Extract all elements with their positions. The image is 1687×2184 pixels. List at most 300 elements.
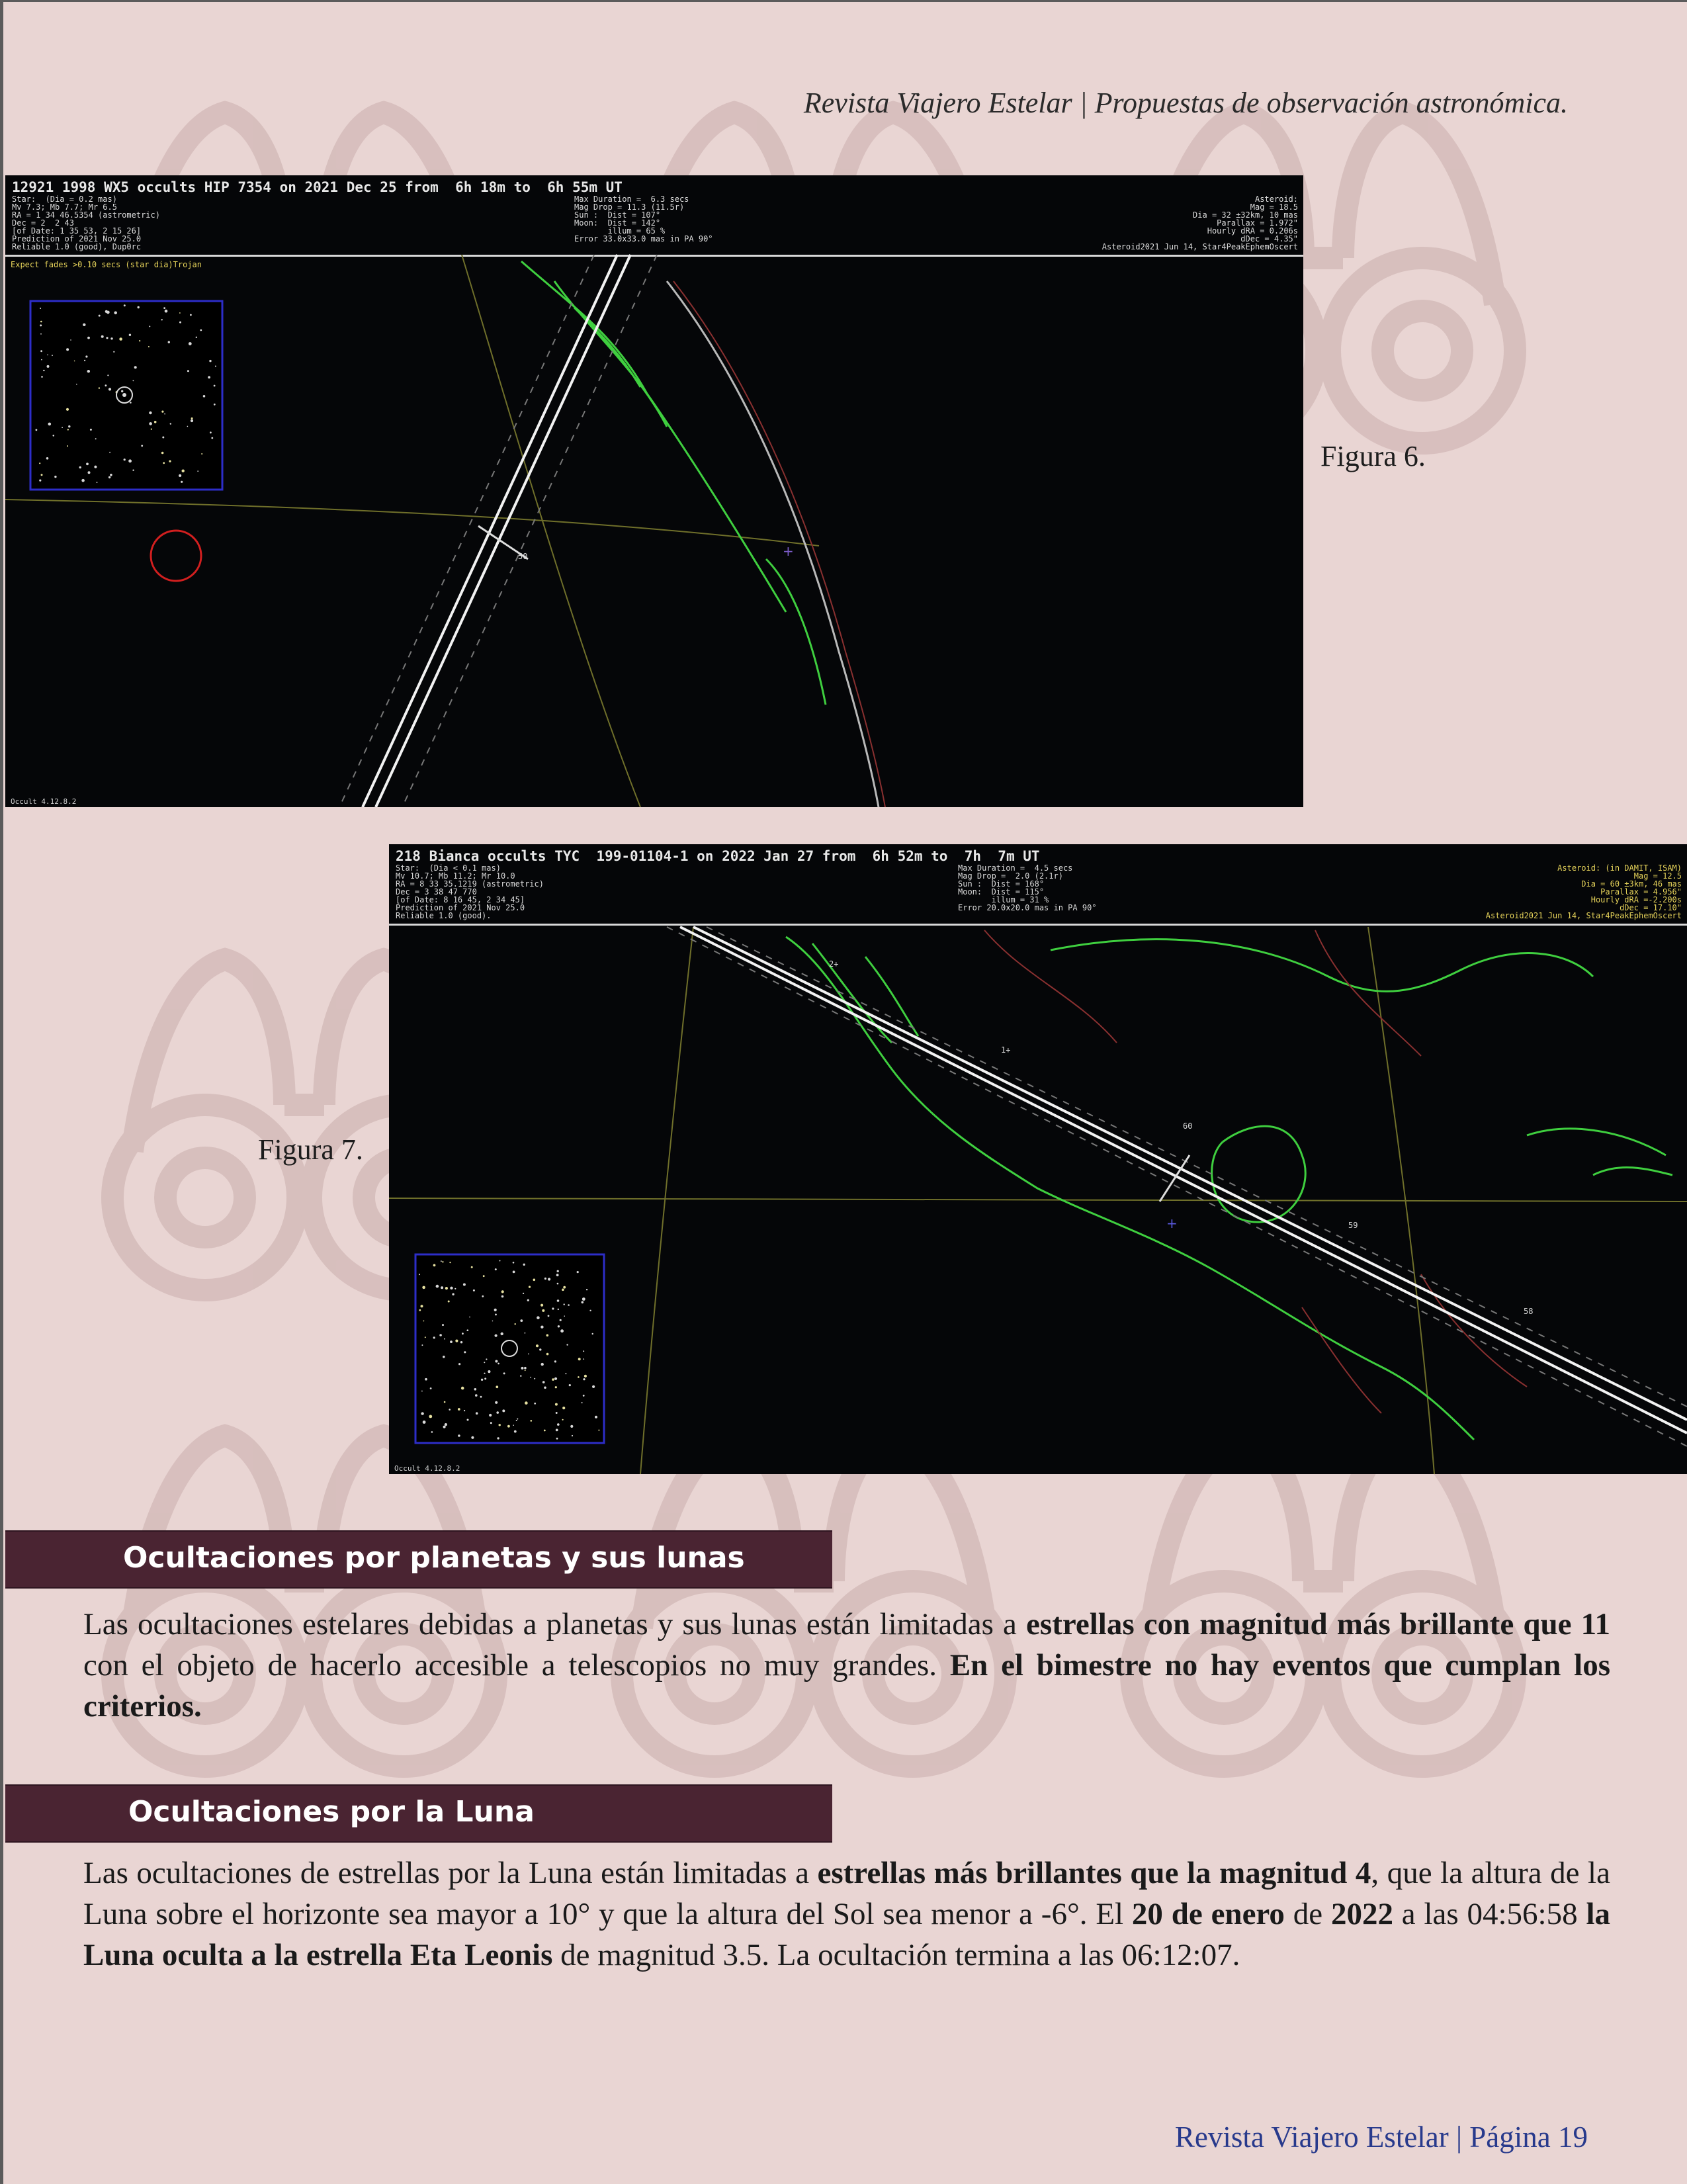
inset-star-dot (458, 1363, 460, 1365)
inset-star-dot (54, 476, 56, 478)
inset-star-dot (525, 1401, 528, 1405)
bold-text-run: estrellas más brillantes que la magnitud 4 (817, 1856, 1371, 1890)
figure-6-map (5, 175, 1303, 807)
inset-star-dot (181, 481, 183, 483)
inset-star-dot (475, 1394, 478, 1397)
inset-star-dot (583, 1378, 585, 1380)
inset-star-dot (582, 1301, 584, 1304)
inset-star-dot (48, 423, 52, 426)
inset-star-dot (513, 1271, 515, 1274)
inset-star-dot (496, 1385, 498, 1388)
inset-star-dot (429, 1415, 432, 1419)
inset-star-dot (419, 1309, 421, 1311)
inset-star-dot (556, 1412, 558, 1414)
inset-star-dot (110, 474, 112, 476)
inset-star-dot (533, 1279, 536, 1282)
bold-text-run: la Luna oculta a la estrella Eta Leonis (83, 1897, 1610, 1972)
section-heading: Ocultaciones por la Luna (128, 1795, 535, 1829)
inset-star-dot (583, 1395, 585, 1397)
inset-star-dot (149, 422, 152, 425)
inset-star-dot (566, 1344, 568, 1345)
inset-star-dot (66, 348, 69, 351)
inset-star-dot (148, 346, 150, 347)
inset-star-dot (495, 1314, 497, 1316)
inset-star-dot (565, 1373, 566, 1374)
section-heading: Ocultaciones por planetas y sus lunas (123, 1541, 745, 1575)
inset-star-dot (541, 1304, 543, 1307)
inset-star-dot (423, 1420, 426, 1424)
inset-star-dot (52, 355, 53, 356)
inset-star-dot (489, 1414, 492, 1417)
inset-star-dot (445, 1287, 448, 1289)
inset-star-dot (149, 412, 151, 414)
inset-star-dot (552, 1307, 554, 1309)
inset-star-dot (562, 1407, 565, 1409)
figure-7-event-info: Max Duration = 4.5 secs Mag Drop = 2.0 (2.1r) Sun : Dist = 168° Moon: Dist = 115° illum = 31 % Error 20.0x20.0 mas in PA 90° (958, 863, 1097, 912)
inset-star-dot (47, 365, 50, 368)
inset-star-dot (537, 1316, 540, 1319)
inset-star-dot (128, 459, 132, 462)
inset-star-dot (43, 370, 44, 371)
inset-star-dot (99, 315, 101, 317)
inset-star-dot (458, 1434, 460, 1437)
figure-7-caption: Figura 7. (258, 1133, 363, 1166)
inset-star-dot (94, 466, 97, 468)
inset-star-dot (589, 1310, 591, 1311)
inset-star-dot (527, 1299, 529, 1301)
inset-star-dot (68, 425, 70, 427)
inset-star-dot (562, 1289, 564, 1291)
inset-star-dot (129, 334, 131, 336)
inset-star-dot (484, 1373, 485, 1374)
inset-star-dot (595, 1416, 597, 1419)
figure-7-asteroid-info: Asteroid: (in DAMIT, ISAM) Mag = 12.5 Dia = 60 ±3km, 46 mas Parallax = 4.956" Hourly dRA =-2.200s dDec = 17.10" Asteroid2021 Jun 14, Star4PeakEphemOscert (1485, 863, 1682, 920)
page-top-border (0, 0, 1687, 2)
inset-star-dot (40, 321, 42, 323)
inset-star-dot (164, 414, 165, 415)
inset-star-dot (524, 1367, 527, 1370)
inset-star-dot (556, 1438, 558, 1440)
inset-star-dot (534, 1378, 535, 1379)
inset-star-dot (436, 1285, 439, 1288)
inset-star-dot (151, 429, 152, 430)
inset-star-dot (554, 1360, 556, 1362)
inset-star-dot (442, 1261, 443, 1262)
inset-star-dot (208, 376, 210, 378)
inset-star-dot (484, 1377, 486, 1379)
section-heading-bar (5, 1530, 832, 1589)
inset-star-dot (168, 341, 170, 343)
inset-star-dot (87, 370, 90, 372)
inset-star-dot (480, 1396, 482, 1398)
inset-star-dot (88, 471, 91, 474)
inset-star-dot (542, 1381, 545, 1383)
inset-star-dot (583, 1350, 584, 1352)
inset-star-dot (592, 1333, 593, 1334)
inset-star-dot (520, 1376, 521, 1377)
inset-star-dot (584, 1375, 587, 1377)
figure-6-occultation-map (5, 175, 1303, 807)
figure-6-version: Occult 4.12.8.2 (11, 797, 77, 806)
inset-star-dot (444, 1401, 446, 1403)
inset-star-dot (529, 1286, 531, 1288)
inset-star-dot (555, 1403, 558, 1406)
inset-star-dot (544, 1430, 546, 1432)
inset-star-dot (490, 1422, 492, 1424)
figure-7-version: Occult 4.12.8.2 (394, 1464, 460, 1473)
inset-star-dot (101, 335, 104, 338)
inset-star-dot (570, 1425, 573, 1428)
running-header: Revista Viajero Estelar | Propuestas de observación astronómica. (803, 87, 1568, 119)
inset-star-dot (555, 1386, 557, 1388)
inset-star-dot (548, 1315, 550, 1317)
inset-star-dot (520, 1319, 523, 1322)
inset-star-dot (486, 1358, 487, 1360)
figure-6-warning: Expect fades >0.10 secs (star dia)Trojan (11, 260, 202, 269)
inset-star-dot (214, 404, 216, 406)
inset-star-dot (46, 457, 49, 460)
inset-star-dot (189, 342, 192, 345)
section-heading-bar (5, 1784, 832, 1843)
inset-star-dot (187, 426, 189, 427)
inset-star-dot (492, 1321, 494, 1322)
inset-star-dot (503, 1372, 505, 1374)
inset-star-dot (513, 1262, 515, 1264)
inset-star-dot (452, 1293, 454, 1295)
inset-star-dot (463, 1284, 466, 1286)
section-1-paragraph (83, 1604, 1610, 1727)
inset-star-dot (528, 1354, 529, 1355)
inset-star-dot (425, 1336, 426, 1338)
inset-star-dot (556, 1429, 558, 1432)
inset-star-dot (70, 339, 71, 341)
text-run: de magnitud 3.5. La ocultación termina a las 06:12:07. (552, 1938, 1240, 1972)
inset-star-dot (542, 1309, 544, 1312)
inset-star-dot (62, 427, 63, 428)
inset-star-dot (441, 1286, 443, 1289)
inset-star-dot (449, 1262, 451, 1263)
inset-star-dot (450, 1340, 453, 1343)
inset-star-dot (557, 1423, 560, 1426)
inset-star-dot (497, 1363, 499, 1365)
inset-star-dot (95, 438, 97, 439)
figure-7-path-label: 58 (1524, 1307, 1534, 1316)
bold-text-run: En el bimestre no hay eventos que cumplan los criterios. (83, 1648, 1610, 1724)
inset-star-dot (196, 337, 197, 338)
figure-7-path-label: 1+ (1001, 1045, 1011, 1055)
inset-star-dot (421, 1344, 423, 1346)
inset-star-dot (513, 1424, 514, 1426)
inset-star-dot (430, 1387, 432, 1389)
inset-star-dot (562, 1419, 564, 1420)
page-footer: Revista Viajero Estelar | Página 19 (1174, 2120, 1588, 2154)
svg-text:+: + (783, 543, 794, 559)
inset-star-dot (534, 1403, 536, 1405)
inset-star-dot (546, 1334, 549, 1337)
inset-star-dot (467, 1329, 469, 1331)
inset-star-dot (163, 307, 165, 309)
inset-star-dot (119, 337, 122, 341)
figure-6-star-info: Star: (Dia = 0.2 mas) Mv 7.3; Mb 7.7; Mr 6.5 RA = 1 34 46.5354 (astrometric) Dec = 2 2 43 [of Date: 1 35 53, 2 15 26] Prediction of 2021 Nov 25.0 Reliable 1.0 (good), Dup0rc (12, 195, 160, 251)
inset-star-dot (209, 360, 211, 362)
inset-star-dot (552, 1378, 554, 1381)
inset-star-dot (560, 1319, 562, 1321)
inset-star-dot (502, 1409, 505, 1412)
inset-star-dot (554, 1377, 557, 1380)
inset-star-dot (483, 1275, 485, 1277)
inset-star-dot (114, 312, 117, 315)
inset-star-dot (170, 423, 171, 424)
inset-star-dot (523, 1293, 524, 1294)
inset-star-dot (421, 1391, 423, 1392)
inset-star-dot (495, 1360, 497, 1363)
inset-star-dot (560, 1329, 564, 1332)
inset-star-dot (516, 1420, 517, 1421)
inset-star-dot (467, 1419, 469, 1421)
inset-star-dot (557, 1270, 559, 1272)
page-left-border (0, 0, 3, 2184)
inset-star-dot (515, 1323, 516, 1325)
inset-star-dot (161, 319, 163, 320)
inset-star-dot (582, 1297, 585, 1301)
inset-star-dot (41, 359, 42, 361)
inset-star-dot (124, 304, 126, 306)
figure-6-title: 12921 1998 WX5 occults HIP 7354 on 2021 Dec 25 from 6h 18m to 6h 55m UT (12, 179, 623, 195)
inset-star-dot (187, 370, 189, 372)
inset-star-dot (179, 322, 181, 324)
inset-star-dot (557, 1299, 560, 1302)
inset-star-dot (582, 1402, 583, 1403)
inset-star-dot (556, 1274, 559, 1276)
inset-star-dot (521, 1367, 524, 1370)
inset-star-dot (84, 360, 85, 361)
inset-star-dot (106, 337, 108, 339)
inset-star-dot (105, 384, 107, 386)
inset-star-dot (87, 337, 90, 339)
inset-star-dot (577, 1271, 579, 1273)
inset-star-dot (473, 1289, 475, 1291)
inset-star-dot (564, 1315, 565, 1317)
inset-star-dot (39, 480, 41, 482)
inset-star-dot (578, 1376, 580, 1378)
inset-star-dot (110, 337, 112, 339)
inset-star-dot (121, 390, 123, 392)
inset-star-dot (41, 376, 43, 378)
inset-star-dot (79, 466, 81, 468)
inset-star-dot (514, 1430, 517, 1433)
inset-star-dot (53, 435, 55, 437)
inset-star-dot (138, 306, 140, 308)
inset-star-dot (191, 417, 193, 419)
inset-star-dot (421, 1412, 423, 1415)
inset-star-dot (191, 419, 193, 422)
inset-star-dot (182, 470, 185, 472)
text-run: Las ocultaciones estelares debidas a planetas y sus lunas están limitadas a (83, 1607, 1027, 1641)
inset-star-dot (66, 408, 69, 411)
inset-star-dot (474, 1388, 477, 1391)
inset-star-dot (85, 355, 87, 357)
inset-star-dot (445, 1423, 447, 1426)
inset-star-dot (97, 482, 98, 483)
inset-star-dot (449, 1409, 451, 1411)
inset-star-dot (476, 1412, 478, 1415)
inset-star-dot (190, 314, 192, 316)
bold-text-run: estrellas con magnitud más brillante que 11 (1026, 1607, 1610, 1641)
inset-star-dot (214, 385, 216, 387)
figure-6-asteroid-info: Asteroid: Mag = 18.5 Dia = 32 ±32km, 10 mas Parallax = 1.972" Hourly dRA = 0.206s dDec = 4.35" Asteroid2021 Jun 14, Star4PeakEphemOscert (1102, 195, 1298, 251)
inset-star-dot (578, 1358, 581, 1360)
bold-text-run: 2022 (1330, 1897, 1393, 1931)
inset-star-dot (162, 437, 164, 439)
inset-star-dot (139, 340, 140, 341)
inset-star-dot (469, 1317, 470, 1318)
inset-star-dot (450, 1287, 453, 1289)
inset-star-dot (482, 1295, 484, 1297)
inset-star-dot (124, 459, 126, 460)
inset-star-dot (539, 1348, 541, 1350)
inset-star-dot (536, 1344, 539, 1347)
inset-star-dot (592, 1385, 595, 1388)
inset-star-dot (558, 1325, 560, 1327)
inset-star-dot (569, 1384, 571, 1386)
inset-star-dot (517, 1419, 518, 1420)
figure-7-title: 218 Bianca occults TYC 199-01104-1 on 2022 Jan 27 from 6h 52m to 7h 7m UT (396, 848, 1040, 864)
inset-star-dot (200, 329, 202, 331)
inset-star-dot (86, 462, 89, 465)
inset-star-dot (572, 1435, 573, 1436)
inset-star-dot (133, 380, 134, 382)
inset-star-dot (525, 1370, 526, 1371)
inset-star-dot (197, 470, 198, 472)
inset-star-dot (36, 429, 38, 431)
inset-star-dot (419, 1274, 420, 1275)
figure-7-star-info: Star: (Dia < 0.1 mas) Mv 10.7; Mb 11.2; Mr 10.0 RA = 8 33 35.1219 (astrometric) Dec = 3 38 47 770 [of Date: 8 16 45, 2 34 45] Prediction of 2021 Nov 25.0 Reliable 1.0 (good). (396, 863, 544, 920)
figure-6-path-label: 50 (518, 552, 528, 561)
figure-7-occultation-map (389, 844, 1687, 1474)
text-run: , que la altura de la Luna sobre el horizonte sea mayor a 10° y que la altura del Sol sea menor a -6°. El (83, 1856, 1610, 1931)
inset-star-dot (113, 351, 114, 353)
inset-star-dot (444, 1338, 445, 1340)
inset-star-dot (442, 1324, 444, 1326)
inset-star-dot (454, 1288, 456, 1289)
inset-star-dot (39, 462, 40, 464)
inset-star-dot (544, 1278, 546, 1280)
inset-star-dot (108, 476, 110, 478)
inset-star-dot (548, 1278, 550, 1280)
bold-text-run: 20 de enero (1131, 1897, 1285, 1931)
inset-star-dot (215, 366, 216, 367)
inset-star-dot (210, 431, 212, 433)
inset-star-dot (47, 355, 48, 356)
inset-star-dot (99, 387, 100, 388)
inset-star-dot (109, 452, 110, 453)
inset-star-dot (130, 402, 132, 404)
inset-star-dot (161, 411, 163, 413)
text-run: con el objeto de hacerlo accesible a telescopios no muy grandes. (83, 1648, 950, 1682)
figure-6-caption: Figura 6. (1320, 440, 1426, 472)
inset-star-dot (460, 1341, 462, 1343)
inset-star-dot (74, 361, 75, 362)
inset-star-dot (169, 460, 171, 462)
inset-star-dot (201, 453, 202, 455)
figure-7-path-label: 60 (1183, 1121, 1193, 1131)
inset-star-dot (40, 350, 42, 352)
inset-star-dot (433, 1336, 435, 1338)
inset-star-dot (541, 1326, 543, 1329)
inset-star-dot (67, 445, 68, 447)
text-run: de (1284, 1897, 1331, 1931)
inset-star-dot (179, 312, 181, 314)
inset-star-dot (471, 1436, 474, 1439)
inset-star-dot (41, 474, 43, 476)
inset-star-dot (494, 1309, 497, 1311)
inset-star-dot (557, 1283, 559, 1285)
inset-star-dot (154, 421, 157, 423)
inset-star-dot (546, 1353, 549, 1356)
inset-star-dot (501, 1332, 503, 1335)
text-run: Las ocultaciones de estrellas por la Luna están limitadas a (83, 1856, 818, 1890)
inset-star-dot (134, 366, 137, 369)
text-run: a las 04:56:58 (1393, 1897, 1586, 1931)
inset-star-dot (563, 1286, 566, 1289)
inset-star-dot (421, 1305, 423, 1307)
inset-star-dot (525, 1332, 526, 1334)
inset-star-dot (501, 1295, 504, 1298)
inset-star-dot (448, 1301, 450, 1303)
inset-star-dot (501, 1290, 504, 1293)
inset-star-dot (425, 1378, 427, 1381)
inset-star-dot (107, 374, 108, 376)
inset-star-dot (464, 1410, 465, 1411)
inset-star-dot (496, 1411, 499, 1414)
svg-text:+: + (1166, 1215, 1178, 1231)
inset-star-dot (81, 479, 85, 482)
figure-7-map (389, 844, 1687, 1474)
inset-star-dot (488, 1370, 490, 1373)
inset-star-dot (462, 1332, 464, 1334)
inset-star-dot (541, 1363, 544, 1366)
inset-star-dot (422, 1286, 425, 1289)
inset-star-dot (471, 1266, 473, 1268)
inset-star-dot (161, 452, 164, 455)
inset-star-dot (499, 1424, 501, 1426)
inset-star-dot (464, 1351, 466, 1353)
inset-star-dot (132, 470, 134, 471)
inset-star-dot (531, 1420, 533, 1422)
inset-star-dot (431, 1431, 433, 1433)
inset-star-dot (163, 462, 165, 464)
inset-star-dot (544, 1387, 546, 1389)
inset-star-dot (443, 1426, 446, 1428)
inset-star-dot (211, 437, 213, 439)
figure-6-event-info: Max Duration = 6.3 secs Mag Drop = 11.3 (11.5r) Sun : Dist = 107° Moon: Dist = 142° illum = 65 % Error 33.0x33.0 mas in PA 90° (574, 195, 713, 243)
inset-star-dot (108, 388, 111, 390)
inset-star-dot (484, 1362, 485, 1363)
inset-star-dot (598, 1430, 599, 1431)
inset-star-dot (461, 1387, 464, 1390)
inset-star-dot (149, 326, 150, 327)
inset-star-dot (76, 384, 77, 385)
inset-star-dot (439, 1334, 442, 1336)
inset-star-dot (586, 1289, 587, 1290)
inset-star-dot (458, 1408, 460, 1411)
inset-star-dot (497, 1437, 499, 1439)
inset-star-dot (495, 1334, 497, 1337)
inset-star-dot (423, 1321, 425, 1322)
inset-star-dot (67, 429, 69, 430)
inset-star-dot (523, 1264, 525, 1266)
inset-star-dot (90, 429, 92, 431)
